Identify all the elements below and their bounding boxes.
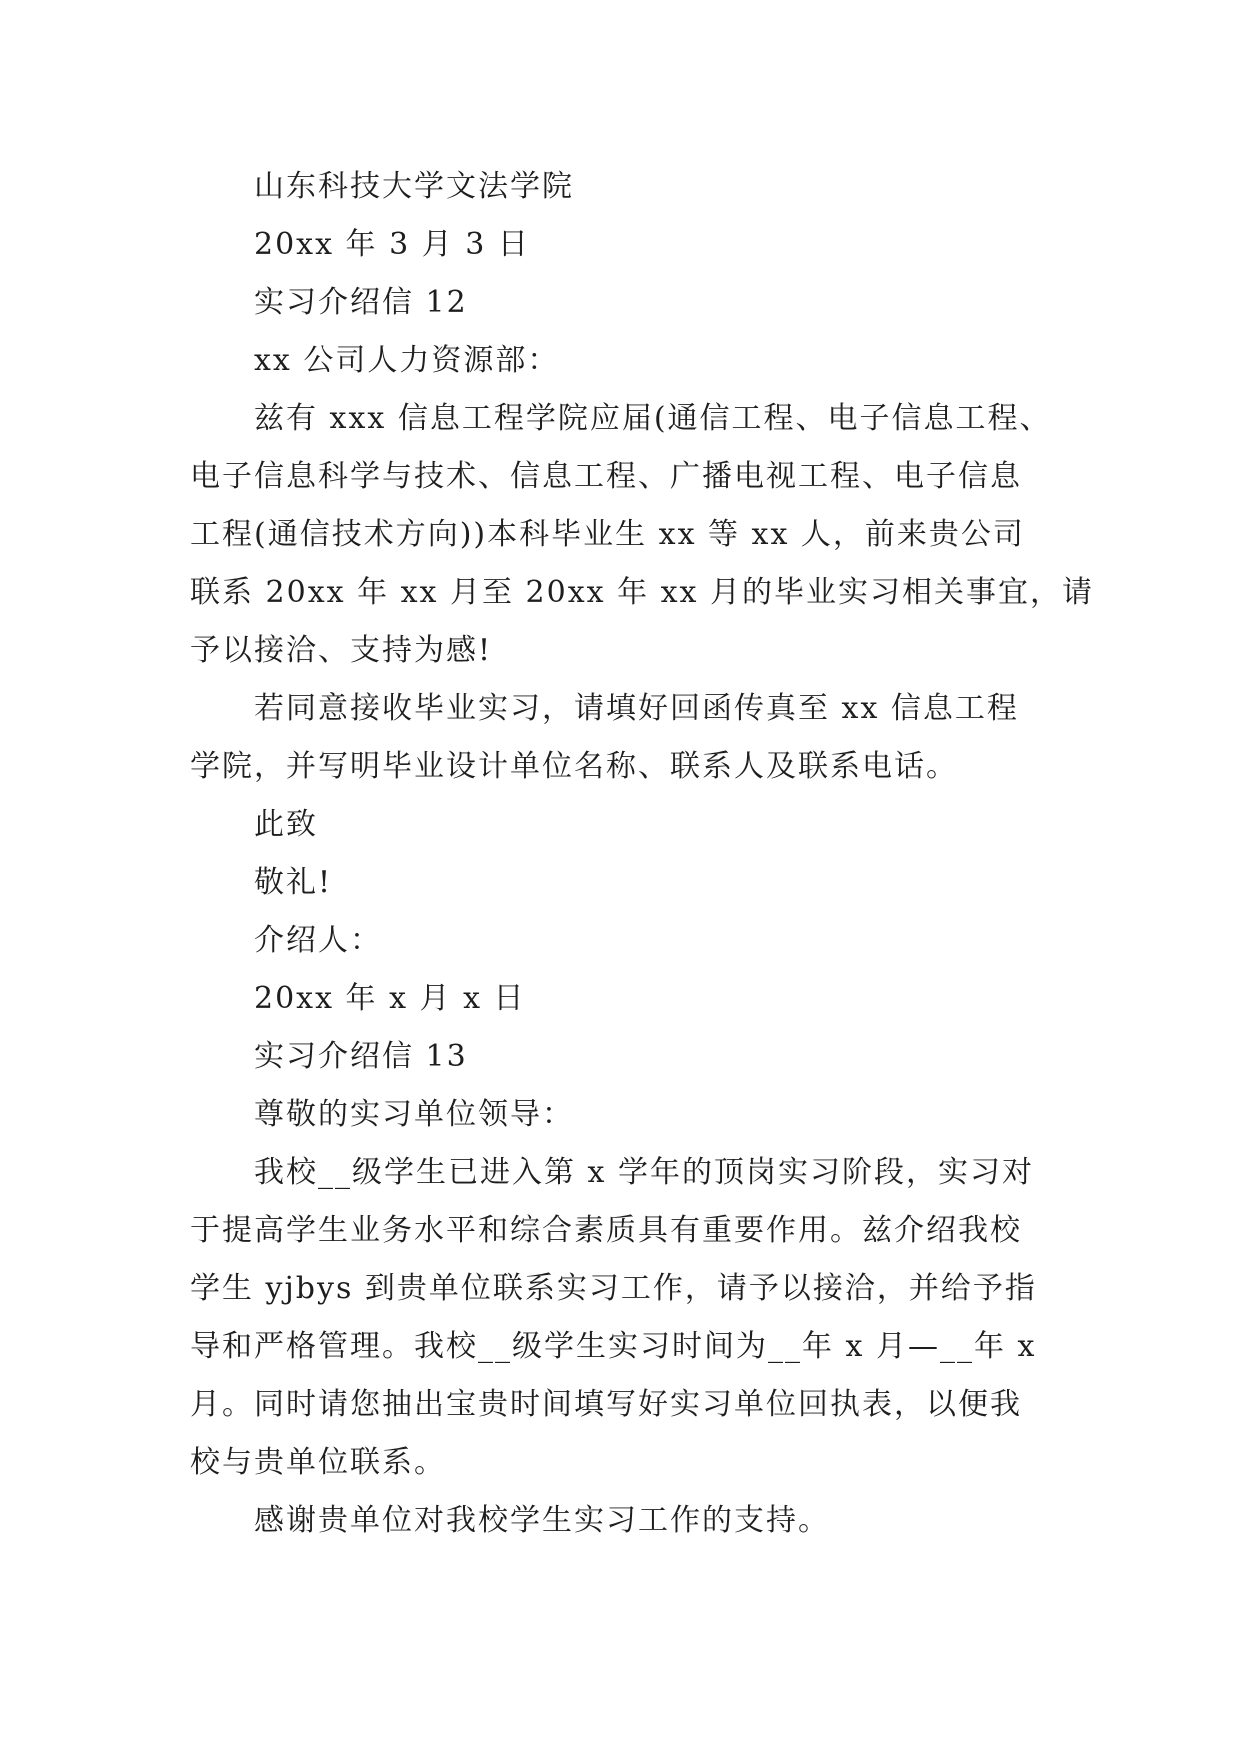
letter-12-para1-line: 联系 20xx 年 xx 月至 20xx 年 xx 月的毕业实习相关事宜，请 [190, 575, 1094, 610]
letter-13-para1-line: 我校__级学生已进入第 x 学年的顶岗实习阶段，实习对 [254, 1155, 1034, 1190]
letter-13-para1-line: 月。同时请您抽出宝贵时间填写好实习单位回执表，以便我 [190, 1387, 1022, 1422]
letter-12-date: 20xx 年 x 月 x 日 [254, 981, 526, 1016]
letter-13-para1-line: 校与贵单位联系。 [190, 1445, 446, 1480]
letter-13-title: 实习介绍信 13 [254, 1039, 468, 1074]
letter-12-para2-line: 若同意接收毕业实习，请填好回函传真至 xx 信息工程 [254, 691, 1019, 726]
letter-12-closing-1: 此致 [254, 807, 318, 842]
letter-13-para2: 感谢贵单位对我校学生实习工作的支持。 [254, 1503, 830, 1538]
letter-13-para1-line: 导和严格管理。我校__级学生实习时间为__年 x 月—__年 x [190, 1329, 1037, 1364]
signature-date: 20xx 年 3 月 3 日 [254, 227, 530, 262]
letter-12-title: 实习介绍信 12 [254, 285, 468, 320]
letter-13-salutation: 尊敬的实习单位领导： [254, 1097, 574, 1132]
letter-12-salutation: xx 公司人力资源部： [254, 343, 560, 378]
letter-body [190, 158, 1094, 1550]
letter-12-para2-line: 学院，并写明毕业设计单位名称、联系人及联系电话。 [190, 749, 958, 784]
letter-13-para1-line: 学生 yjbys 到贵单位联系实习工作，请予以接洽，并给予指 [190, 1271, 1037, 1306]
signature-org: 山东科技大学文法学院 [254, 169, 574, 204]
letter-12-para1-line: 电子信息科学与技术、信息工程、广播电视工程、电子信息 [190, 459, 1022, 494]
letter-12-para1-line: 工程(通信技术方向))本科毕业生 xx 等 xx 人，前来贵公司 [190, 517, 1025, 552]
letter-12-para1-line: 兹有 xxx 信息工程学院应届(通信工程、电子信息工程、 [254, 401, 1052, 436]
letter-12-introducer: 介绍人： [254, 923, 382, 958]
letter-12-para1-line: 予以接洽、支持为感! [190, 633, 493, 668]
letter-12-closing-2: 敬礼! [254, 865, 333, 900]
letter-13-para1-line: 于提高学生业务水平和综合素质具有重要作用。兹介绍我校 [190, 1213, 1022, 1248]
